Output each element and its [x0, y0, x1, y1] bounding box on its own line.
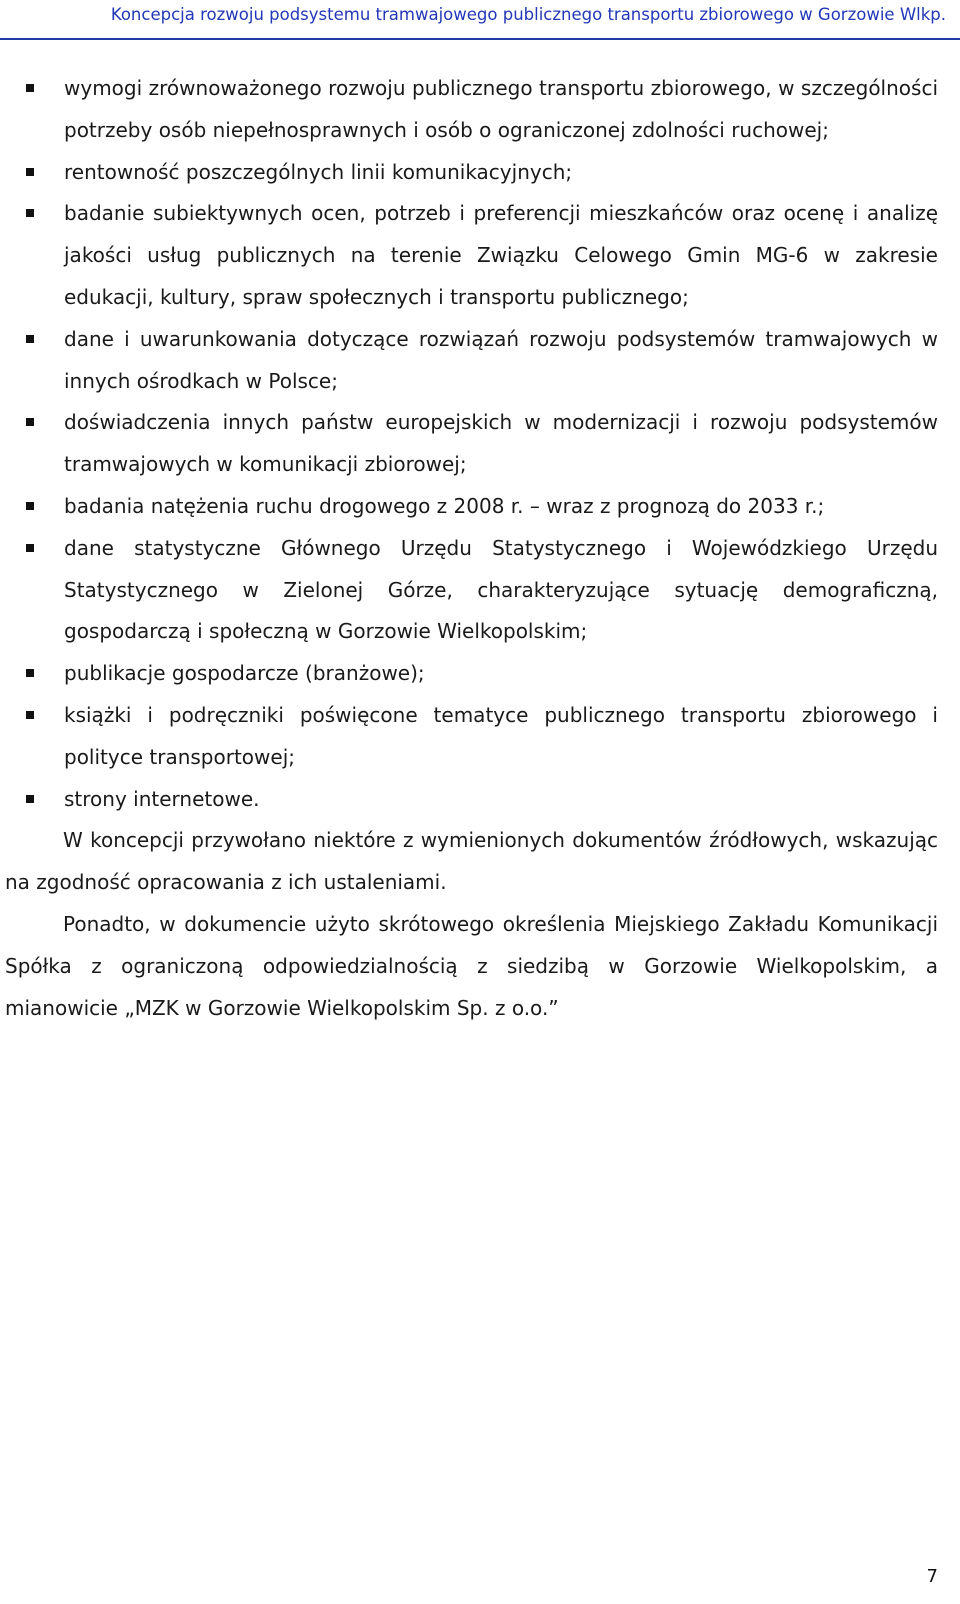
square-bullet-icon — [26, 711, 34, 719]
square-bullet-icon — [26, 544, 34, 552]
square-bullet-icon — [26, 502, 34, 510]
square-bullet-icon — [26, 795, 34, 803]
paragraph-abbreviation: Ponadto, w dokumencie użyto skrótowego określenia Miejskiego Zakładu Komunikacji Spółka z ograniczoną odpowiedzialnością z siedzibą w Gorzowie Wielkopolskim, a mianowicie „MZK w Gorzowie Wielkopolskim Sp. z o.o.” — [5, 911, 938, 1020]
list-item-text: strony internetowe. — [64, 786, 260, 811]
list-item-text: publikacje gospodarcze (branżowe); — [64, 661, 425, 686]
list-item — [0, 152, 960, 194]
list-item-text: doświadczenia innych państw europejskich w modernizacji i rozwoju podsystemów tramwajowych w komunikacji zbiorowej; — [64, 410, 938, 477]
square-bullet-icon — [26, 335, 34, 343]
document-title: Koncepcja rozwoju podsystemu tramwajowego publicznego transportu zbiorowego w Gorzowie Wlkp. — [110, 5, 946, 24]
paragraph-references: W koncepcji przywołano niektóre z wymienionych dokumentów źródłowych, wskazując na zgodność opracowania z ich ustaleniami. — [5, 828, 938, 895]
square-bullet-icon — [26, 168, 34, 176]
list-item — [0, 68, 960, 152]
square-bullet-icon — [26, 84, 34, 92]
source-documents-list — [0, 68, 960, 820]
list-item — [0, 653, 960, 695]
list-item — [0, 193, 960, 318]
page-content — [0, 68, 960, 1029]
square-bullet-icon — [26, 418, 34, 426]
list-item — [0, 528, 960, 653]
list-item-text: wymogi zrównoważonego rozwoju publicznego transportu zbiorowego, w szczególności potrzeby osób niepełnosprawnych i osób o ograniczonej zdolności ruchowej; — [64, 76, 938, 142]
list-item-text: rentowność poszczególnych linii komunikacyjnych; — [64, 159, 573, 184]
page-number: 7 — [926, 1566, 938, 1587]
square-bullet-icon — [26, 669, 34, 677]
list-item-text: badania natężenia ruchu drogowego z 2008 r. – wraz z prognozą do 2033 r.; — [64, 493, 825, 518]
list-item-text: dane i uwarunkowania dotyczące rozwiązań rozwoju podsystemów tramwajowych w innych ośrodkach w Polsce; — [64, 326, 938, 393]
list-item — [0, 319, 960, 403]
running-header — [0, 0, 960, 40]
list-item-text: badanie subiektywnych ocen, potrzeb i preferencji mieszkańców oraz ocenę i analizę jakości usług publicznych na terenie Związku Celowego Gmin MG-6 w zakresie edukacji, kultury, spraw społecznych i transportu publicznego; — [64, 201, 938, 309]
list-item — [0, 779, 960, 821]
list-item-text: dane statystyczne Głównego Urzędu Statystycznego i Wojewódzkiego Urzędu Statystycznego w Zielonej Górze, charakteryzujące sytuację demograficzną, gospodarczą i społeczną w Gorzowie Wielkopolskim; — [64, 535, 938, 644]
list-item — [0, 402, 960, 486]
list-item-text: książki i podręczniki poświęcone tematyce publicznego transportu zbiorowego i polityce transportowej; — [64, 702, 938, 769]
list-item — [0, 695, 960, 779]
list-item — [0, 486, 960, 528]
square-bullet-icon — [26, 209, 34, 217]
